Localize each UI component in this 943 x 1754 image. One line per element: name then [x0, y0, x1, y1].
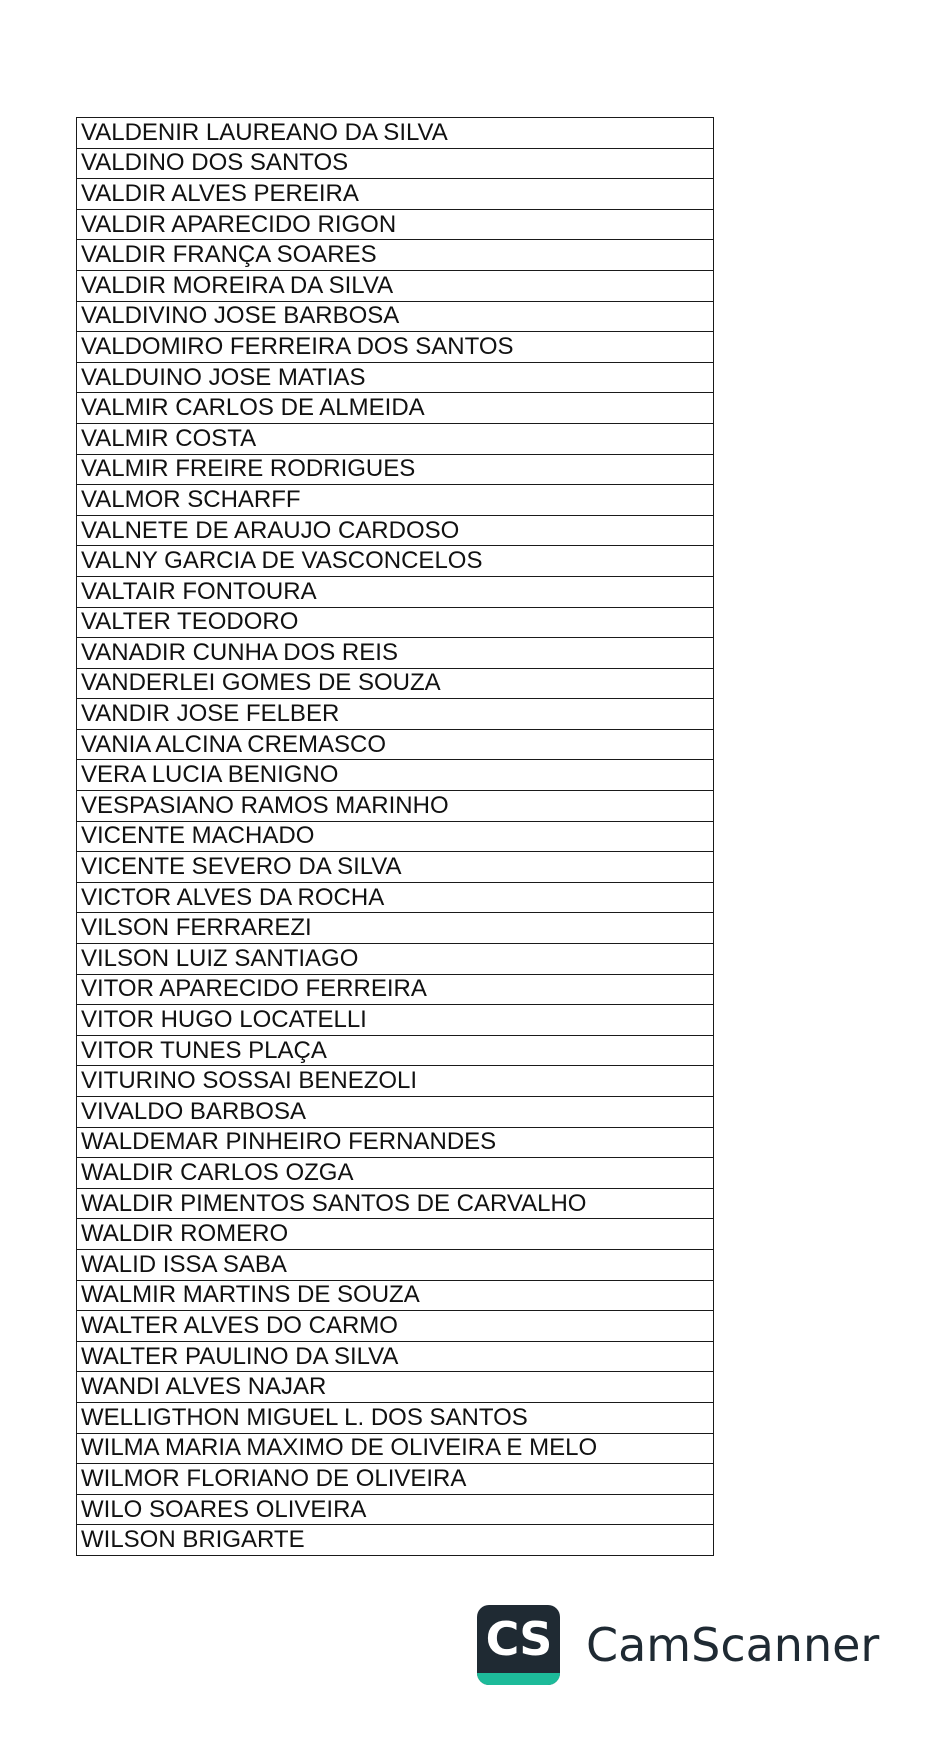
name-cell: VALDIR APARECIDO RIGON	[77, 209, 714, 240]
table-row	[77, 1188, 714, 1219]
table-row	[77, 852, 714, 883]
name-cell: VERA LUCIA BENIGNO	[77, 760, 714, 791]
table-row	[77, 1249, 714, 1280]
table-row	[77, 1005, 714, 1036]
table-row	[77, 485, 714, 516]
name-cell: WILSON BRIGARTE	[77, 1525, 714, 1556]
name-cell: VALDIR ALVES PEREIRA	[77, 179, 714, 210]
name-cell: VALMIR FREIRE RODRIGUES	[77, 454, 714, 485]
table-row	[77, 882, 714, 913]
table-row	[77, 515, 714, 546]
name-cell: WILMOR FLORIANO DE OLIVEIRA	[77, 1464, 714, 1495]
table-row	[77, 1035, 714, 1066]
name-cell: VALDIR FRANÇA SOARES	[77, 240, 714, 271]
table-row	[77, 699, 714, 730]
name-cell: VANIA ALCINA CREMASCO	[77, 729, 714, 760]
name-cell: VIVALDO BARBOSA	[77, 1097, 714, 1128]
name-cell: VILSON LUIZ SANTIAGO	[77, 944, 714, 975]
names-table-body	[77, 118, 714, 1556]
name-cell: WANDI ALVES NAJAR	[77, 1372, 714, 1403]
table-row	[77, 118, 714, 149]
table-row	[77, 1311, 714, 1342]
name-cell: VANDIR JOSE FELBER	[77, 699, 714, 730]
name-cell: WALDIR ROMERO	[77, 1219, 714, 1250]
table-row	[77, 974, 714, 1005]
name-cell: VALMOR SCHARFF	[77, 485, 714, 516]
name-cell: WALDEMAR PINHEIRO FERNANDES	[77, 1127, 714, 1158]
camscanner-watermark	[477, 1605, 879, 1685]
table-row	[77, 1341, 714, 1372]
table-row	[77, 209, 714, 240]
name-cell: VILSON FERRAREZI	[77, 913, 714, 944]
name-cell: WELLIGTHON MIGUEL L. DOS SANTOS	[77, 1402, 714, 1433]
table-row	[77, 1494, 714, 1525]
name-cell: WALDIR PIMENTOS SANTOS DE CARVALHO	[77, 1188, 714, 1219]
name-cell: VALDUINO JOSE MATIAS	[77, 362, 714, 393]
table-row	[77, 1525, 714, 1556]
name-cell: VICTOR ALVES DA ROCHA	[77, 882, 714, 913]
table-row	[77, 423, 714, 454]
table-row	[77, 1127, 714, 1158]
name-cell: WALDIR CARLOS OZGA	[77, 1158, 714, 1189]
table-row	[77, 332, 714, 363]
name-cell: VALNY GARCIA DE VASCONCELOS	[77, 546, 714, 577]
table-row	[77, 1402, 714, 1433]
name-cell: VALDENIR LAUREANO DA SILVA	[77, 118, 714, 149]
table-row	[77, 1433, 714, 1464]
name-cell: VALTAIR FONTOURA	[77, 576, 714, 607]
name-cell: VANADIR CUNHA DOS REIS	[77, 638, 714, 669]
name-cell: WALTER ALVES DO CARMO	[77, 1311, 714, 1342]
name-cell: VANDERLEI GOMES DE SOUZA	[77, 668, 714, 699]
name-cell: VALDIVINO JOSE BARBOSA	[77, 301, 714, 332]
table-row	[77, 179, 714, 210]
table-row	[77, 362, 714, 393]
table-row	[77, 1219, 714, 1250]
name-cell: VESPASIANO RAMOS MARINHO	[77, 791, 714, 822]
table-row	[77, 729, 714, 760]
name-cell: WALMIR MARTINS DE SOUZA	[77, 1280, 714, 1311]
name-cell: VALMIR CARLOS DE ALMEIDA	[77, 393, 714, 424]
name-cell: VALMIR COSTA	[77, 423, 714, 454]
table-row	[77, 148, 714, 179]
table-row	[77, 913, 714, 944]
name-cell: VITOR APARECIDO FERREIRA	[77, 974, 714, 1005]
names-table	[76, 117, 714, 1556]
name-cell: WILMA MARIA MAXIMO DE OLIVEIRA E MELO	[77, 1433, 714, 1464]
table-row	[77, 1066, 714, 1097]
name-cell: VALTER TEODORO	[77, 607, 714, 638]
table-row	[77, 393, 714, 424]
name-cell: VALDIR MOREIRA DA SILVA	[77, 270, 714, 301]
camscanner-logo-band	[477, 1673, 560, 1685]
name-cell: VICENTE SEVERO DA SILVA	[77, 852, 714, 883]
table-row	[77, 821, 714, 852]
name-cell: VALDINO DOS SANTOS	[77, 148, 714, 179]
camscanner-brand-name: CamScanner	[586, 1618, 880, 1672]
table-row	[77, 270, 714, 301]
name-cell: VALNETE DE ARAUJO CARDOSO	[77, 515, 714, 546]
table-row	[77, 668, 714, 699]
table-row	[77, 791, 714, 822]
camscanner-logo-icon	[477, 1605, 560, 1685]
table-row	[77, 1280, 714, 1311]
name-cell: VITURINO SOSSAI BENEZOLI	[77, 1066, 714, 1097]
name-cell: WILO SOARES OLIVEIRA	[77, 1494, 714, 1525]
name-cell: WALID ISSA SABA	[77, 1249, 714, 1280]
table-row	[77, 607, 714, 638]
table-row	[77, 576, 714, 607]
camscanner-logo-text: CS	[485, 1612, 552, 1666]
table-row	[77, 1158, 714, 1189]
table-row	[77, 301, 714, 332]
table-row	[77, 760, 714, 791]
table-row	[77, 638, 714, 669]
name-cell: VALDOMIRO FERREIRA DOS SANTOS	[77, 332, 714, 363]
name-cell: WALTER PAULINO DA SILVA	[77, 1341, 714, 1372]
name-cell: VITOR TUNES PLAÇA	[77, 1035, 714, 1066]
table-row	[77, 454, 714, 485]
name-cell: VITOR HUGO LOCATELLI	[77, 1005, 714, 1036]
name-cell: VICENTE MACHADO	[77, 821, 714, 852]
table-row	[77, 944, 714, 975]
table-row	[77, 1097, 714, 1128]
table-row	[77, 546, 714, 577]
table-row	[77, 240, 714, 271]
table-row	[77, 1372, 714, 1403]
table-row	[77, 1464, 714, 1495]
